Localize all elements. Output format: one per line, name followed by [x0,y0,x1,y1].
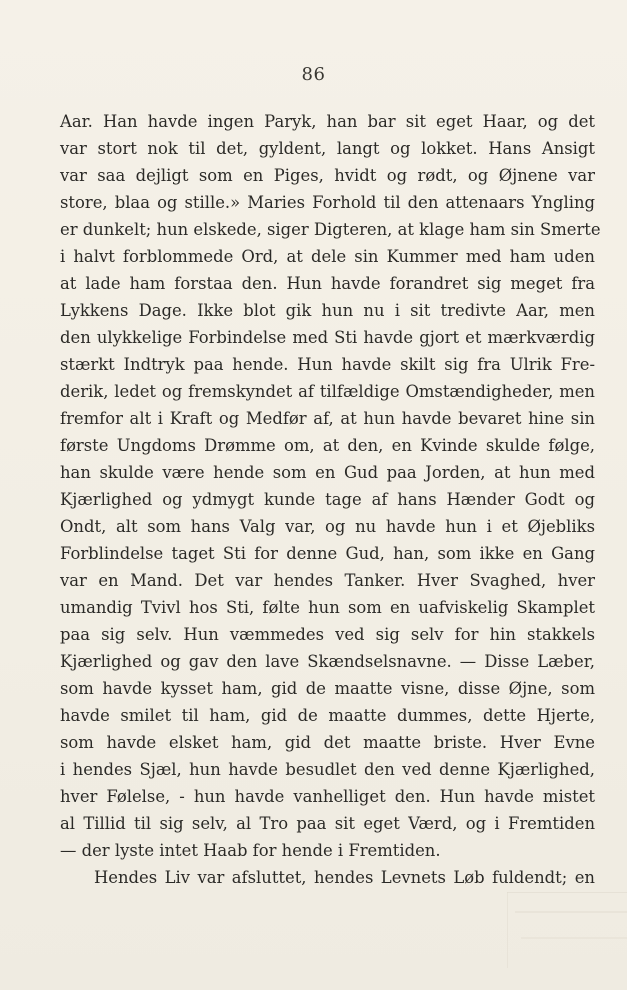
text-line: Kjærlighed og gav den lave Skændselsnavne. — Disse Læber, [60,652,595,671]
text-line: paa sig selv. Hun væmmedes ved sig selv for hin stakkels [60,625,595,644]
text-line: store, blaa og stille.» Maries Forhold til den attenaars Yngling [60,193,595,212]
text-line: i hendes Sjæl, hun havde besudlet den ved denne Kjærlighed, [60,760,595,779]
text-line: han skulde være hende som en Gud paa Jorden, at hun med [60,463,595,482]
text-line: havde smilet til ham, gid de maatte dummes, dette Hjerte, [60,706,595,725]
text-line: var stort nok til det, gyldent, langt og lokket. Hans Ansigt [60,139,595,158]
text-line: som havde kysset ham, gid de maatte visne, disse Øjne, som [60,679,595,698]
text-line: derik, ledet og fremskyndet af tilfældige Omstændigheder, men [60,382,595,401]
text-line: Lykkens Dage. Ikke blot gik hun nu i sit tredivte Aar, men [60,301,595,320]
text-line: Hendes Liv var afsluttet, hendes Levnets Løb fuldendt; en [94,868,595,887]
text-line: umandig Tvivl hos Sti, følte hun som en uafviskelig Skamplet [60,598,595,617]
text-line: al Tillid til sig selv, al Tro paa sit eget Værd, og i Fremtiden [60,814,595,833]
text-line: at lade ham forstaa den. Hun havde forandret sig meget fra [60,274,595,293]
text-line: — der lyste intet Haab for hende i Fremtiden. [60,841,441,860]
text-line: Ondt, alt som hans Valg var, og nu havde hun i et Øjebliks [60,517,595,536]
text-line: i halvt forblommede Ord, at dele sin Kummer med ham uden [60,247,595,266]
text-line: den ulykkelige Forbindelse med Sti havde gjort et mærkværdig [60,328,595,347]
text-line: stærkt Indtryk paa hende. Hun havde skilt sig fra Ulrik Fre- [60,355,595,374]
text-line: Forblindelse taget Sti for denne Gud, han, som ikke en Gang [60,544,595,563]
text-line: som havde elsket ham, gid det maatte briste. Hver Evne [60,733,595,752]
text-line: Aar. Han havde ingen Paryk, han bar sit eget Haar, og det [60,112,595,131]
text-line: var en Mand. Det var hendes Tanker. Hver Svaghed, hver [60,571,595,590]
text-line: er dunkelt; hun elskede, siger Digteren, at klage ham sin Smerte [60,220,601,239]
page-edge-lines [507,892,627,968]
text-line: var saa dejligt som en Piges, hvidt og rødt, og Øjnene var [60,166,595,185]
text-line: hver Følelse, - hun havde vanhelliget den. Hun havde mistet [60,787,595,806]
text-line: første Ungdoms Drømme om, at den, en Kvinde skulde følge, [60,436,595,455]
text-line: fremfor alt i Kraft og Medfør af, at hun havde bevaret hine sin [60,409,595,428]
page-number: 86 [301,64,326,85]
text-line: Kjærlighed og ydmygt kunde tage af hans Hænder Godt og [60,490,595,509]
body-text [60,108,601,891]
